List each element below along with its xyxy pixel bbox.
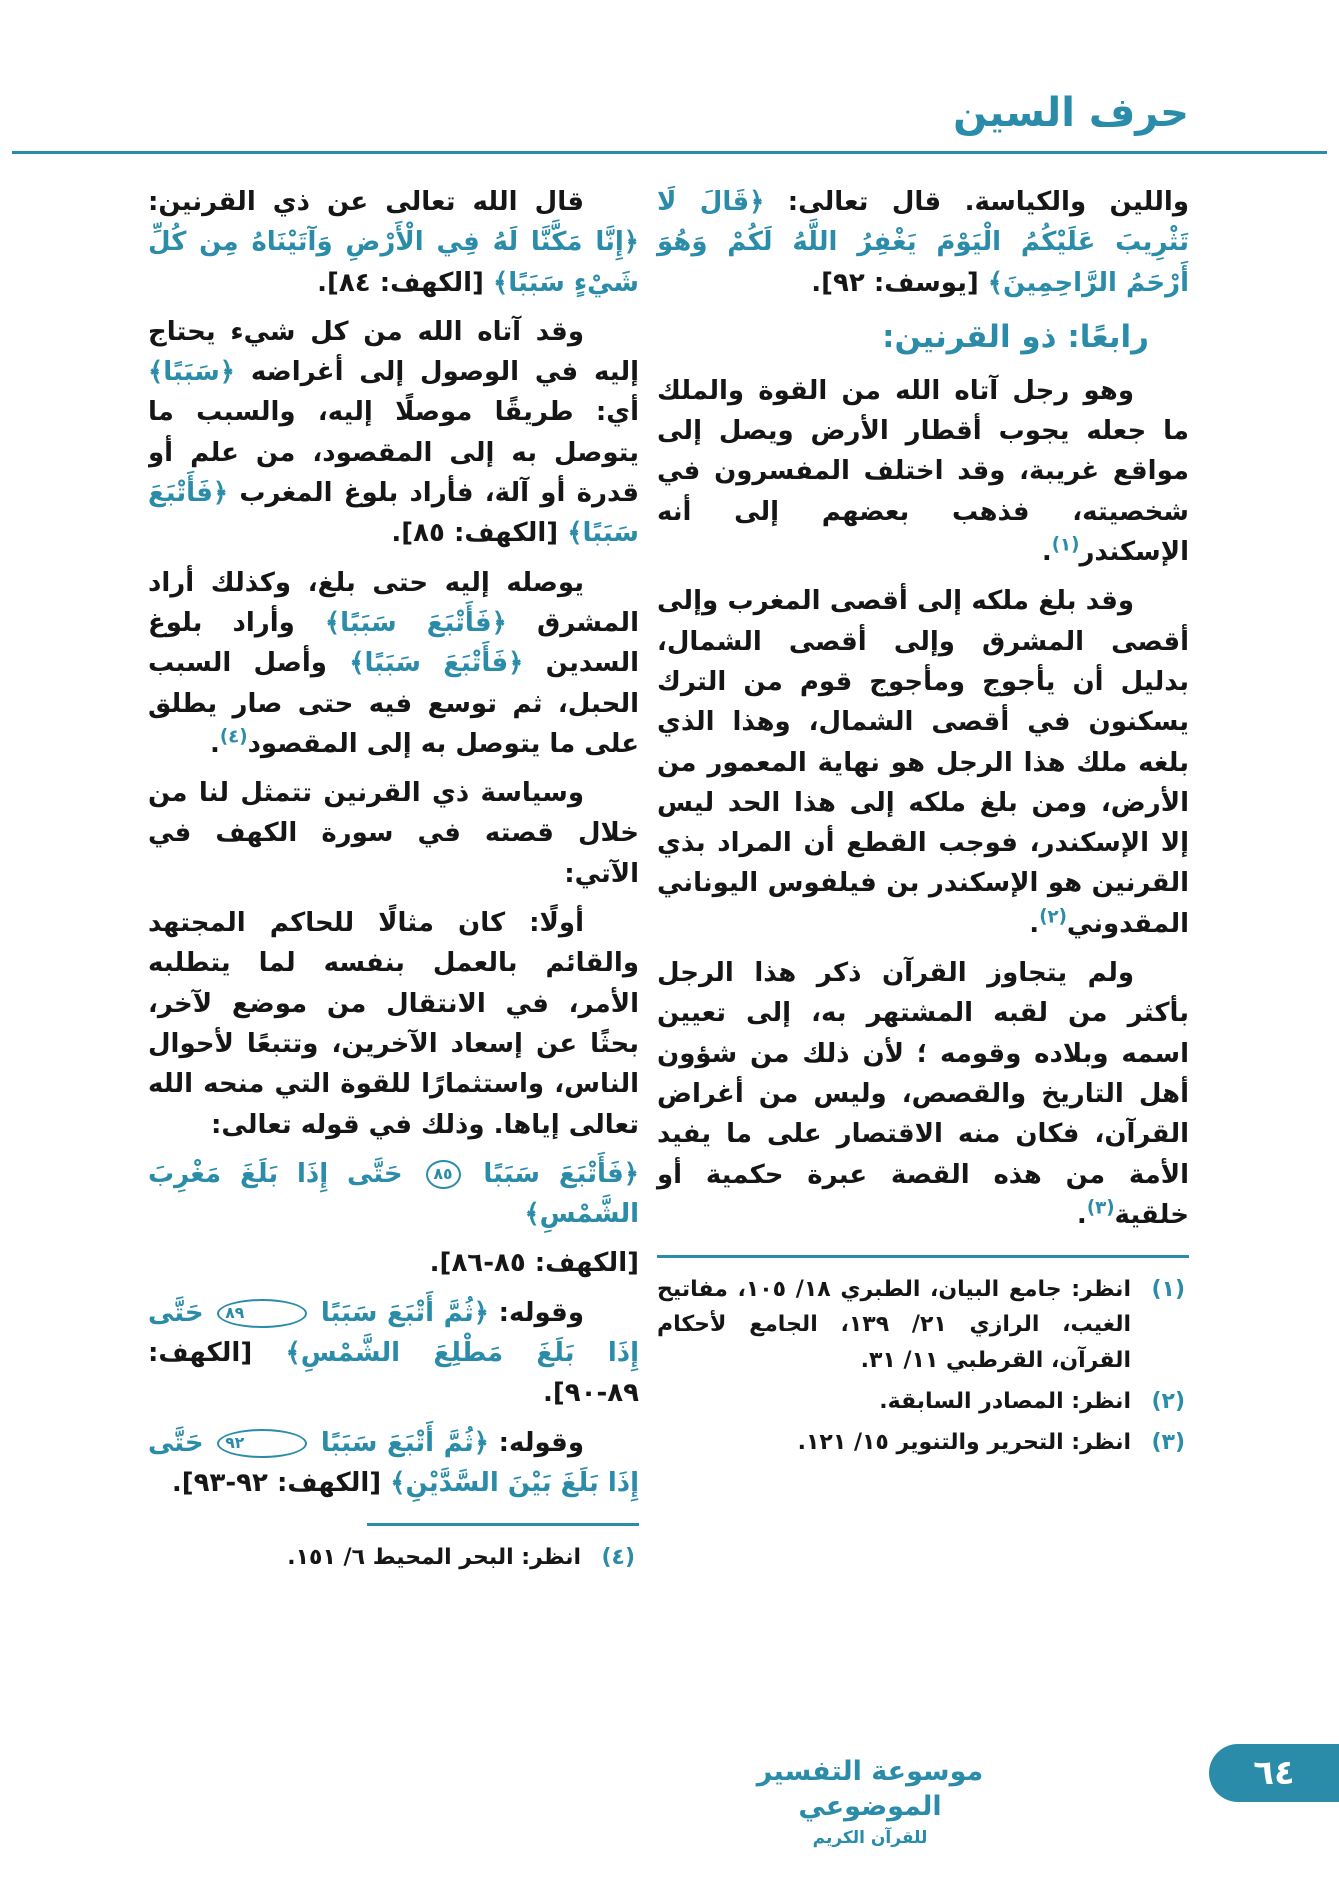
- page-number: ٦٤: [1253, 1753, 1295, 1793]
- footnote-marker: (٢): [1151, 1388, 1185, 1414]
- text-run: .: [1029, 908, 1040, 939]
- quran-text: حَتَّى إِذَا بَلَغَ مَغْرِبَ الشَّمْسِ﴾: [148, 1158, 639, 1230]
- quran-text: ﴿ثُمَّ أَتْبَعَ سَبَبًا: [311, 1297, 489, 1328]
- footnote-text: انظر: البحر المحيط ٦/ ١٥١.: [287, 1545, 581, 1571]
- footnote-marker: (١): [1151, 1277, 1185, 1303]
- paragraph: [148, 1243, 639, 1283]
- text-run: قال الله تعالى عن ذي القرنين:: [148, 187, 584, 217]
- logo-subtitle: للقرآن الكريم: [812, 1828, 928, 1848]
- paragraph: [148, 182, 639, 303]
- quran-text: حَتَّى إِذَا بَلَغَ مَطْلِعَ الشَّمْسِ﴾: [148, 1297, 639, 1369]
- text-run: ولم يتجاوز القرآن ذكر هذا الرجل بأكثر من لقبه المشتهر به، إلى تعيين اسمه وبلاده وقومه ؛ لأن ذلك من شؤون أهل التاريخ والقصص، وليس من أغراض القرآن، فكان منه الاقتصار على ما يفيد الأمة من هذه القصة عبرة حكمية أو خلقية: [657, 958, 1189, 1230]
- page-header: [953, 90, 1189, 136]
- logo-title: موسوعة التفسير الموضوعي: [756, 1755, 984, 1822]
- text-run: كان مثالًا للحاكم المجتهد والقائم بالعمل بنفسه لما يتطلبه الأمر، في الانتقال من موضع لآخر، بحثًا عن إسعاد الآخرين، وتتبعًا لأحوال الناس، واستثمارًا للقوة التي منحه الله تعالى إياها. وذلك في قوله تعالى:: [148, 908, 639, 1140]
- quran-text: ﴿فَأَتْبَعَ سَبَبًا﴾: [324, 607, 507, 638]
- quran-text: ﴿إِنَّا مَكَّنَّا لَهُ فِي الْأَرْضِ وَآتَيْنَاهُ مِن كُلِّ شَيْءٍ سَبَبًا﴾: [148, 227, 639, 298]
- text-run: [الكهف: ٨٩-٩٠].: [148, 1338, 639, 1409]
- column-left: [148, 182, 639, 1670]
- paragraph: [148, 1293, 639, 1414]
- quran-text: ﴿فَأَتْبَعَ سَبَبًا﴾: [148, 478, 639, 549]
- footnote: [657, 1425, 1189, 1460]
- footnote-separator: [657, 1255, 1189, 1258]
- text-run: وأصل السبب الحبل، ثم توسع فيه حتى صار يطلق على ما يتوصل به إلى المقصود: [148, 648, 639, 759]
- paragraph: [148, 773, 639, 894]
- page-number-badge: [1209, 1744, 1339, 1802]
- paragraph: [148, 1423, 639, 1504]
- text-run: وقوله:: [489, 1297, 584, 1328]
- footnote-separator: [367, 1523, 639, 1526]
- column-right: [657, 182, 1189, 1670]
- text-run: [الكهف: ٨٥-٨٦].: [429, 1248, 639, 1279]
- text-run: واللين والكياسة. قال تعالى:: [764, 187, 1189, 217]
- paragraph: [657, 182, 1189, 303]
- paragraph: [657, 371, 1189, 572]
- ayah-number: ٨٩: [217, 1299, 307, 1328]
- text-run: وسياسة ذي القرنين تتمثل لنا من خلال قصته في سورة الكهف في الآتي:: [148, 778, 639, 889]
- footnote-ref: (١): [1051, 534, 1080, 556]
- bold-text: أولًا:: [529, 908, 584, 939]
- ayah-number: ٨٥: [426, 1160, 461, 1189]
- quran-text: ﴿فَأَتْبَعَ سَبَبًا﴾: [349, 648, 524, 679]
- quran-text: ﴿ثُمَّ أَتْبَعَ سَبَبًا: [311, 1427, 489, 1458]
- footnote-marker: (٤): [601, 1545, 635, 1571]
- quran-text: ﴿قَالَ لَا تَثْرِيبَ عَلَيْكُمُ الْيَوْمَ يَغْفِرُ اللَّهُ لَكُمْ وَهُوَ أَرْحَمُ الرَّاحِمِينَ﴾: [657, 187, 1189, 298]
- paragraph: [148, 312, 639, 554]
- quran-text: ﴿سَبَبًا﴾: [148, 357, 236, 388]
- footnote-ref: (٣): [1086, 1197, 1115, 1219]
- chapter-title: حرف السين: [953, 90, 1189, 136]
- footnote: [657, 1384, 1189, 1419]
- text-run: [الكهف: ٨٥].: [391, 518, 568, 549]
- quran-text: حَتَّى إِذَا بَلَغَ بَيْنَ السَّدَّيْنِ﴾: [148, 1427, 639, 1498]
- paragraph: [148, 563, 639, 764]
- text-run: وقد آتاه الله من كل شيء يحتاج إليه في الوصول إلى أغراضه: [148, 316, 639, 388]
- text-run: [يوسف: ٩٢].: [811, 267, 988, 298]
- footnote: [148, 1540, 639, 1575]
- paragraph: [148, 903, 639, 1145]
- text-run: وقوله:: [489, 1427, 584, 1458]
- header-rule: [12, 151, 1327, 154]
- footnote-text: انظر: جامع البيان، الطبري ١٨/ ١٠٥، مفاتيح الغيب، الرازي ٢١/ ١٣٩، الجامع لأحكام القرآن، القرطبي ١١/ ٣١.: [657, 1277, 1131, 1373]
- text-run: وأراد بلوغ السدين: [148, 607, 639, 679]
- paragraph: [657, 953, 1189, 1235]
- text-run: [الكهف: ٨٤].: [317, 267, 493, 298]
- section-heading: رابعًا: ذو القرنين:: [882, 318, 1149, 355]
- footnote-marker: (٣): [1151, 1429, 1185, 1455]
- footnote-text: انظر: المصادر السابقة.: [879, 1388, 1131, 1414]
- page-content: [148, 182, 1189, 1670]
- text-run: .: [209, 728, 220, 759]
- footnote-text: انظر: التحرير والتنوير ١٥/ ١٢١.: [797, 1429, 1131, 1455]
- publisher-logo: [720, 1754, 1020, 1848]
- quran-verse-line: [148, 1154, 639, 1235]
- footnote-ref: (٢): [1039, 906, 1067, 928]
- paragraph: [657, 581, 1189, 944]
- text-run: وقد بلغ ملكه إلى أقصى المغرب وإلى أقصى المشرق وإلى أقصى الشمال، بدليل أن يأجوج ومأجوج قوم من الترك يسكنون في أقصى الشمال، وهذا الذي بلغه ملك هذا الرجل هو نهاية المعمور من الأرض، ومن بلغ ملكه إلى هذا الحد ليس إلا الإسكندر، فوجب القطع أن المراد بذي القرنين هو الإسكندر بن فيلفوس اليوناني المقدوني: [657, 586, 1189, 939]
- text-run: .: [1041, 537, 1052, 568]
- ayah-number: ٩٢: [217, 1429, 307, 1458]
- text-run: أي: طريقًا موصلًا إليه، والسبب ما يتوصل به إلى المقصود، من علم أو قدرة أو آلة، فأراد بلوغ المغرب: [148, 397, 639, 509]
- text-run: .: [1076, 1199, 1087, 1230]
- text-run: يوصله إليه حتى بلغ، وكذلك أراد المشرق: [148, 567, 639, 638]
- footnote-ref: (٤): [219, 726, 248, 748]
- text-run: [الكهف: ٩٢-٩٣].: [171, 1467, 391, 1498]
- footnote: [657, 1272, 1189, 1378]
- quran-text: ﴿فَأَتْبَعَ سَبَبًا: [464, 1158, 639, 1189]
- text-run: وهو رجل آتاه الله من القوة والملك ما جعله يجوب أقطار الأرض ويصل إلى مواقع غريبة، وقد اختلف المفسرون في شخصيته، فذهب بعضهم إلى أنه الإسكندر: [657, 375, 1189, 568]
